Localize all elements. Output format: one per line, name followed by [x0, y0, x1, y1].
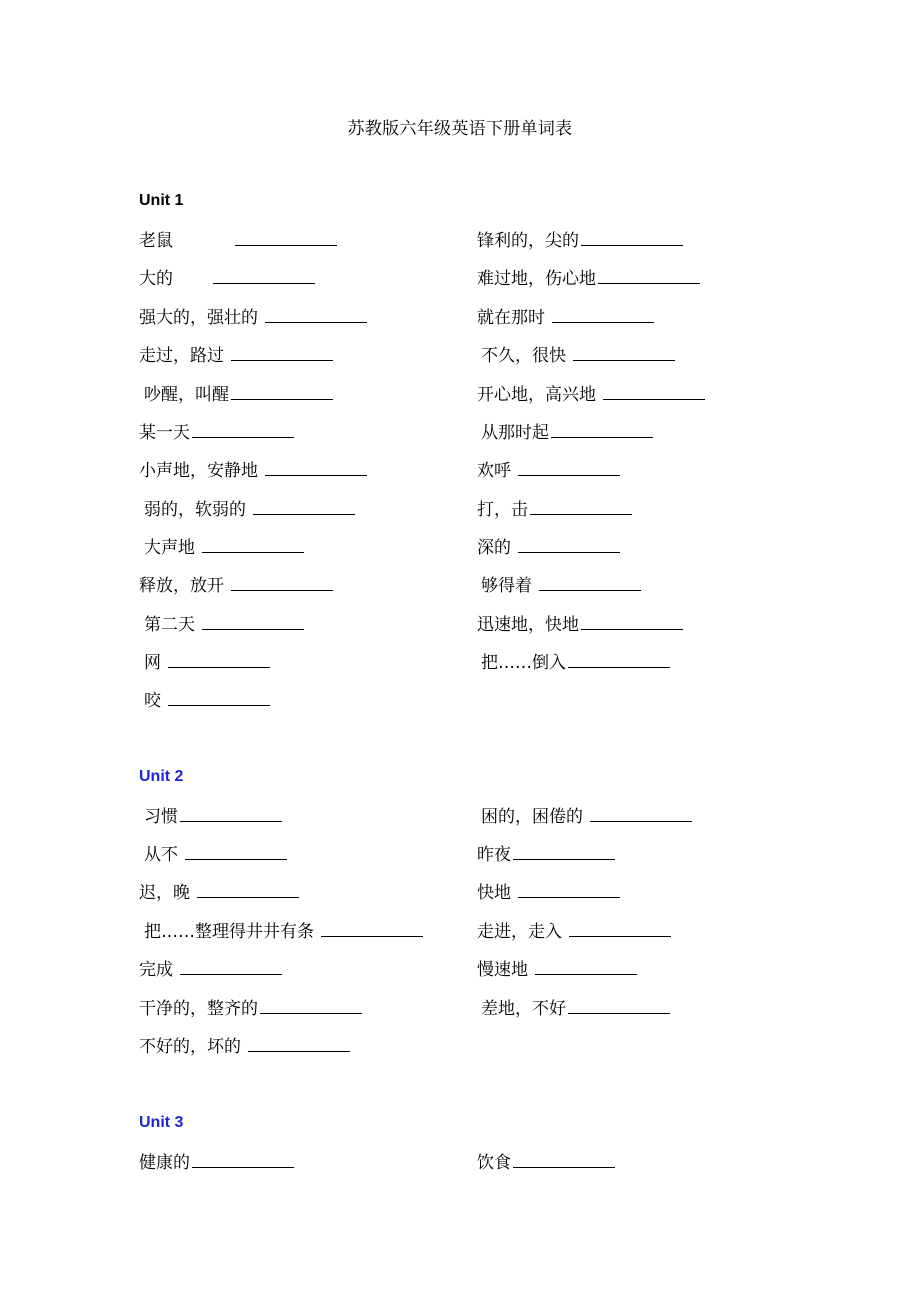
word-label: 网 — [144, 653, 161, 673]
word-item — [144, 919, 423, 944]
answer-blank[interactable] — [197, 880, 299, 898]
answer-blank[interactable] — [518, 880, 620, 898]
word-item — [477, 458, 620, 483]
answer-blank[interactable] — [192, 420, 294, 438]
word-item — [144, 804, 282, 829]
answer-blank[interactable] — [253, 497, 355, 515]
word-item — [144, 535, 304, 560]
answer-blank[interactable] — [568, 650, 670, 668]
word-label: 走过，路过 — [139, 346, 224, 366]
word-label: 困的，困倦的 — [481, 807, 583, 827]
answer-blank[interactable] — [513, 1150, 615, 1168]
word-label: 饮食 — [477, 1153, 511, 1173]
word-item — [481, 804, 692, 829]
word-label: 完成 — [139, 960, 173, 980]
word-item — [139, 957, 282, 982]
answer-blank[interactable] — [265, 305, 367, 323]
answer-blank[interactable] — [568, 996, 670, 1014]
word-label: 昨夜 — [477, 845, 511, 865]
unit-heading: Unit 2 — [139, 768, 184, 785]
word-item — [481, 996, 670, 1021]
word-label: 开心地，高兴地 — [477, 385, 596, 405]
answer-blank[interactable] — [265, 458, 367, 476]
answer-blank[interactable] — [590, 804, 692, 822]
answer-blank[interactable] — [185, 842, 287, 860]
word-label: 弱的，软弱的 — [144, 500, 246, 520]
word-item — [144, 650, 270, 675]
word-label: 大声地 — [144, 538, 195, 558]
answer-blank[interactable] — [530, 497, 632, 515]
word-label: 差地，不好 — [481, 999, 566, 1019]
word-item — [144, 842, 287, 867]
answer-blank[interactable] — [518, 458, 620, 476]
word-item — [477, 1150, 615, 1175]
word-item — [477, 266, 700, 291]
word-item — [139, 420, 294, 445]
word-label: 不久，很快 — [481, 346, 566, 366]
answer-blank[interactable] — [231, 343, 333, 361]
answer-blank[interactable] — [513, 842, 615, 860]
word-item — [477, 957, 637, 982]
answer-blank[interactable] — [573, 343, 675, 361]
word-label: 打，击 — [477, 500, 528, 520]
unit-heading: Unit 1 — [139, 192, 184, 209]
word-label: 吵醒，叫醒 — [144, 385, 229, 405]
word-item — [139, 343, 333, 368]
answer-blank[interactable] — [231, 382, 333, 400]
word-label: 走进，走入 — [477, 922, 562, 942]
answer-blank[interactable] — [168, 688, 270, 706]
word-item — [139, 573, 333, 598]
page-title: 苏教版六年级英语下册单词表 — [347, 119, 573, 139]
answer-blank[interactable] — [180, 804, 282, 822]
word-item — [144, 497, 355, 522]
word-item — [139, 228, 337, 253]
word-label: 难过地，伤心地 — [477, 269, 596, 289]
answer-blank[interactable] — [603, 382, 705, 400]
word-item — [477, 228, 683, 253]
word-item — [139, 996, 362, 1021]
word-label: 不好的，坏的 — [139, 1037, 241, 1057]
answer-blank[interactable] — [598, 266, 700, 284]
word-item — [139, 880, 299, 905]
word-label: 够得着 — [481, 576, 532, 596]
answer-blank[interactable] — [231, 573, 333, 591]
answer-blank[interactable] — [168, 650, 270, 668]
word-label: 从那时起 — [481, 423, 549, 443]
answer-blank[interactable] — [213, 266, 315, 284]
answer-blank[interactable] — [535, 957, 637, 975]
word-item — [481, 420, 653, 445]
word-item — [477, 305, 654, 330]
answer-blank[interactable] — [551, 420, 653, 438]
word-item — [139, 1034, 350, 1059]
word-item — [477, 880, 620, 905]
word-label: 慢速地 — [477, 960, 528, 980]
word-label: 把……倒入 — [481, 653, 566, 673]
word-label: 从不 — [144, 845, 178, 865]
word-item — [477, 497, 632, 522]
word-item — [477, 535, 620, 560]
answer-blank[interactable] — [260, 996, 362, 1014]
word-label: 强大的，强壮的 — [139, 308, 258, 328]
word-item — [481, 343, 675, 368]
word-item — [144, 612, 304, 637]
word-label: 把……整理得井井有条 — [144, 922, 314, 942]
answer-blank[interactable] — [518, 535, 620, 553]
word-label: 小声地，安静地 — [139, 461, 258, 481]
word-label: 第二天 — [144, 615, 195, 635]
word-item — [144, 688, 270, 713]
word-label: 大的 — [139, 269, 173, 289]
word-item — [139, 1150, 294, 1175]
word-item — [477, 842, 615, 867]
word-item — [139, 305, 367, 330]
word-label: 习惯 — [144, 807, 178, 827]
word-label: 释放，放开 — [139, 576, 224, 596]
word-item — [477, 612, 683, 637]
word-label: 咬 — [144, 691, 161, 711]
word-label: 健康的 — [139, 1153, 190, 1173]
answer-blank[interactable] — [552, 305, 654, 323]
word-item — [477, 919, 671, 944]
word-item — [477, 382, 705, 407]
word-item — [481, 573, 641, 598]
answer-blank[interactable] — [569, 919, 671, 937]
word-item — [139, 458, 367, 483]
word-item — [144, 382, 333, 407]
word-label: 深的 — [477, 538, 511, 558]
word-item — [139, 266, 315, 291]
word-label: 欢呼 — [477, 461, 511, 481]
word-label: 干净的，整齐的 — [139, 999, 258, 1019]
answer-blank[interactable] — [192, 1150, 294, 1168]
answer-blank[interactable] — [539, 573, 641, 591]
answer-blank[interactable] — [321, 919, 423, 937]
answer-blank[interactable] — [581, 612, 683, 630]
word-label: 迟，晚 — [139, 883, 190, 903]
unit-heading: Unit 3 — [139, 1114, 184, 1131]
word-label: 锋利的，尖的 — [477, 231, 579, 251]
answer-blank[interactable] — [248, 1034, 350, 1052]
answer-blank[interactable] — [202, 535, 304, 553]
word-label: 老鼠 — [139, 231, 173, 251]
answer-blank[interactable] — [180, 957, 282, 975]
answer-blank[interactable] — [202, 612, 304, 630]
word-item — [481, 650, 670, 675]
answer-blank[interactable] — [235, 228, 337, 246]
word-label: 快地 — [477, 883, 511, 903]
word-label: 迅速地，快地 — [477, 615, 579, 635]
answer-blank[interactable] — [581, 228, 683, 246]
word-label: 就在那时 — [477, 308, 545, 328]
word-label: 某一天 — [139, 423, 190, 443]
